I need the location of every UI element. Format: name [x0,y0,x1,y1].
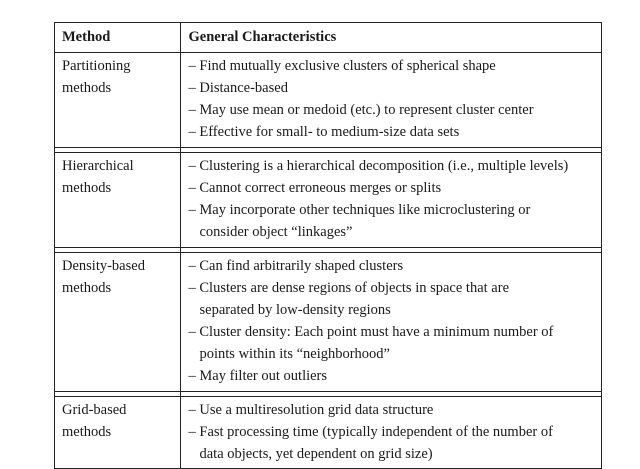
characteristics-cell [180,53,602,148]
method-name-suffix: methods [62,421,180,443]
characteristic-item: – Fast processing time (typically independent of the number of [189,421,603,443]
characteristics-cell [180,153,602,248]
characteristic-continuation: separated by low-density regions [189,299,603,321]
characteristic-continuation: points within its “neighborhood” [189,343,603,365]
characteristic-item: – May filter out outliers [189,365,603,387]
table-header-row [54,22,602,53]
characteristic-item: – Use a multiresolution grid data structure [189,399,603,421]
characteristic-item: – May incorporate other techniques like microclustering or [189,199,603,221]
table-row [54,53,602,148]
characteristic-item: – Clustering is a hierarchical decomposition (i.e., multiple levels) [189,155,603,177]
characteristic-item: – Effective for small- to medium-size data sets [189,121,603,143]
characteristic-continuation: data objects, yet dependent on grid size) [189,443,603,465]
characteristic-item: – Clusters are dense regions of objects in space that are [189,277,603,299]
row-group-hierarchical [54,153,602,248]
header-method: Method [54,22,180,53]
method-cell [54,397,180,469]
method-name: Partitioning [62,55,180,77]
characteristics-cell [180,253,602,392]
row-group-partitioning [54,53,602,148]
method-name: Grid-based [62,399,180,421]
row-group-grid-based [54,397,602,469]
characteristic-item: – Cannot correct erroneous merges or splits [189,177,603,199]
characteristic-item: – Can find arbitrarily shaped clusters [189,255,603,277]
method-name-suffix: methods [62,277,180,299]
characteristic-item: – Cluster density: Each point must have a minimum number of [189,321,603,343]
characteristics-cell [180,397,602,469]
clustering-methods-table [54,22,602,469]
method-cell [54,53,180,148]
method-name: Density-based [62,255,180,277]
row-group-density-based [54,253,602,392]
method-cell [54,153,180,248]
method-name-suffix: methods [62,177,180,199]
characteristic-continuation: consider object “linkages” [189,221,603,243]
characteristic-item: – May use mean or medoid (etc.) to represent cluster center [189,99,603,121]
method-name: Hierarchical [62,155,180,177]
table-row [54,397,602,469]
header-general-characteristics: General Characteristics [180,22,602,53]
characteristic-item: – Distance-based [189,77,603,99]
table-row [54,253,602,392]
method-cell [54,253,180,392]
characteristic-item: – Find mutually exclusive clusters of spherical shape [189,55,603,77]
table-row [54,153,602,248]
method-name-suffix: methods [62,77,180,99]
